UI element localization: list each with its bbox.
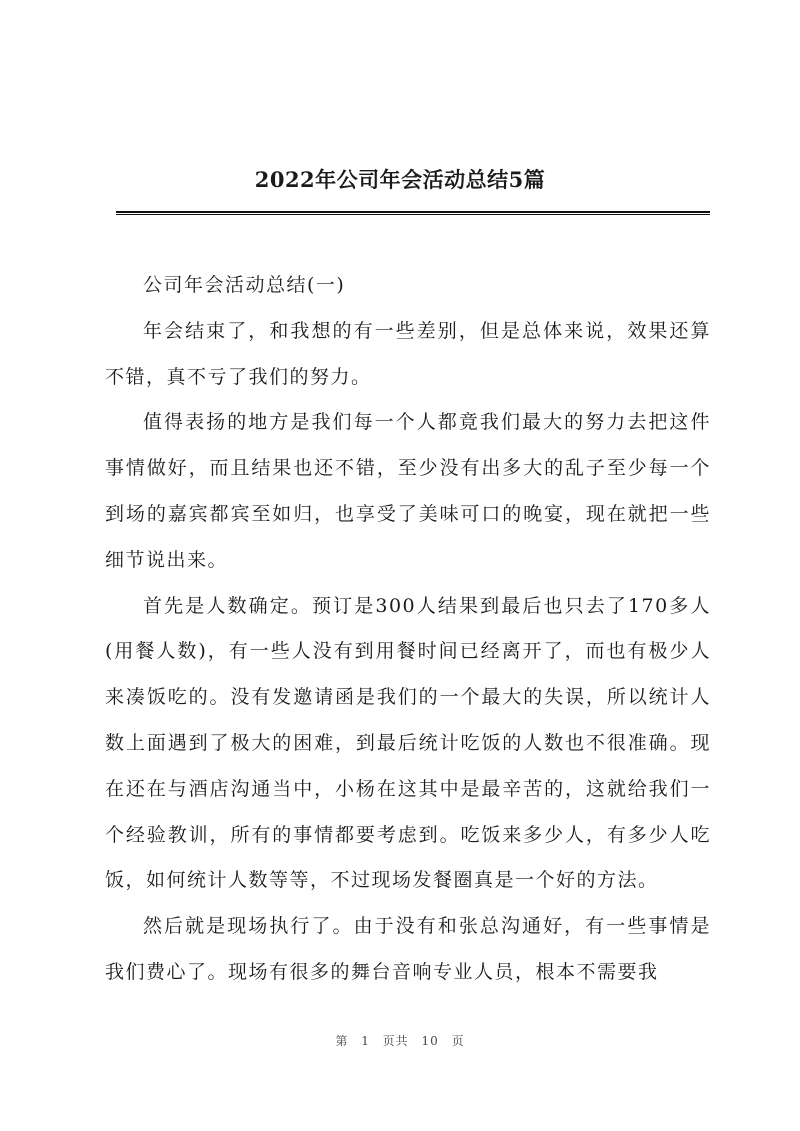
paragraph: 首先是人数确定。预订是300人结果到最后也只去了170多人(用餐人数)，有一些人没有到用餐时间已经离开了，而也有极少人来凑饭吃的。没有发邀请函是我们的一个最大的失误，所以统计人数上面遇到了极大的困难，到最后统计吃饭的人数也不很准确。现在还在与酒店沟通当中，小杨在这其中是最辛苦的，这就给我们一个经验教训，所有的事情都要考虑到。吃饭来多少人，有多少人吃饭，如何统计人数等等，不过现场发餐圈真是一个好的方法。: [105, 594, 711, 892]
section-heading: 公司年会活动总结(一): [143, 274, 346, 296]
document-body: [105, 263, 711, 996]
paragraph: 然后就是现场执行了。由于没有和张总沟通好，有一些事情是我们费心了。现场有很多的舞台音响专业人员，根本不需要我: [105, 915, 711, 983]
document-title: 2022年公司年会活动总结5篇: [254, 167, 546, 192]
paragraph: 值得表扬的地方是我们每一个人都竟我们最大的努力去把这件事情做好，而且结果也还不错，至少没有出多大的乱子至少每一个到场的嘉宾都宾至如归，也享受了美味可口的晚宴，现在就把一些细节说出来。: [105, 411, 711, 571]
title-underline: [116, 211, 710, 215]
page-footer: 第 1 页共 10 页: [335, 1034, 465, 1048]
paragraph: 年会结束了，和我想的有一些差别，但是总体来说，效果还算不错，真不亏了我们的努力。: [105, 319, 711, 388]
